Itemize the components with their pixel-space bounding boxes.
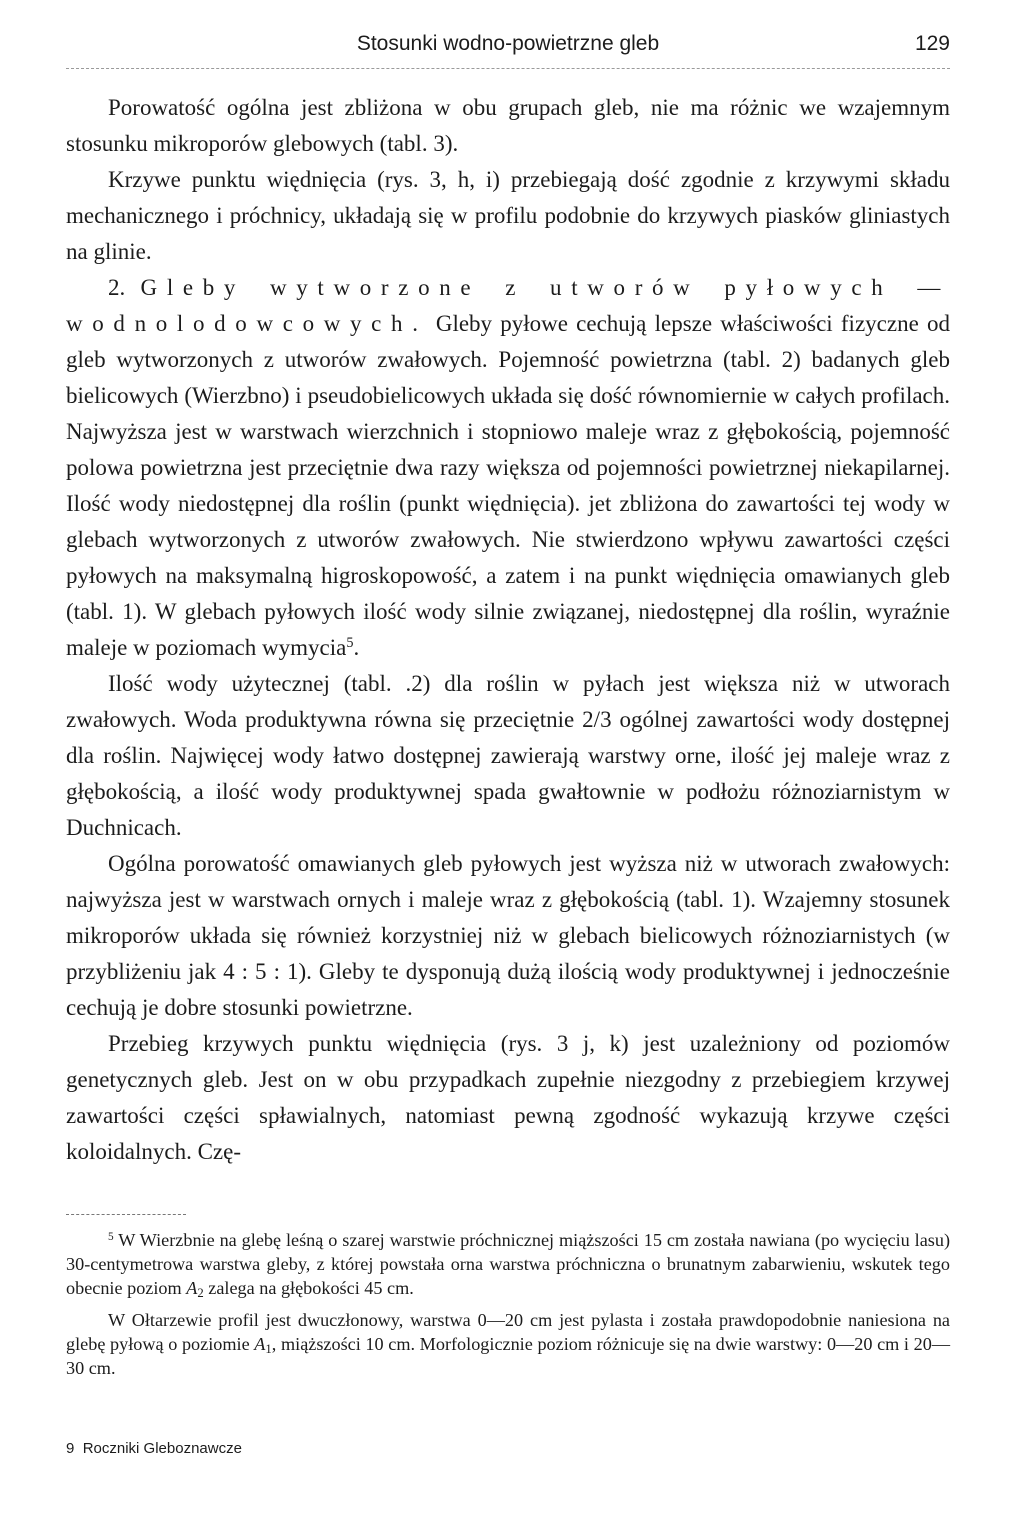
paragraph: Krzywe punktu więdnięcia (rys. 3, h, i) przebiegają dość zgodnie z krzywymi składu mechanicznego i próchnicy, układają się w profilu podobnie do krzywych piasków gliniastych na glinie.	[66, 167, 950, 264]
horizon-symbol: A	[254, 1334, 266, 1354]
running-header	[66, 32, 950, 69]
footnote-reference: 5	[346, 635, 354, 652]
sheet-number: 9	[66, 1440, 75, 1457]
paragraph-text: Gleby pyłowe cechują lepsze właściwości fizyczne od gleb wytworzonych z utworów zwałowych. Pojemność powietrzna (tabl. 2) badanych gleb bielicowych (Wierzbno) i pseudobielicowych układa się dość równomiernie w całych profilach. Najwyższa jest w warstwach wierzchnich i stopniowo maleje wraz z głębokością, pojemność polowa powietrzna jest przeciętnie dwa razy większa od pojemności powietrznej niekapilarnej. Ilość wody niedostępnej dla roślin (punkt więdnięcia). jet zbliżona do zawartości tej wody w glebach wytworzonych z utworów zwałowych. Nie stwierdzono wpływu zawartości części pyłowych na maksymalną higroskopowość, a zatem i na punkt więdnięcia omawianych gleb (tabl. 1). W glebach pyłowych ilość wody silnie związanej, niedostępnej dla roślin, wyraźnie maleje w poziomach wymycia	[66, 311, 950, 660]
footnote-text: , miąższości 10 cm. Morfologicznie poziom różnicuje się na dwie warstwy: 0—20 cm i 20—30 cm.	[66, 1334, 951, 1378]
page-number: 129	[914, 32, 950, 55]
horizon-subscript: 2	[197, 1286, 204, 1301]
paragraph: Przebieg krzywych punktu więdnięcia (rys. 3 j, k) jest uzależniony od poziomów genetycznych gleb. Jest on w obu przypadkach zupełnie niezgodny z przebiegiem krzywej zawartości części spławialnych, natomiast pewną zgodność wykazują krzywe części koloidalnych. Czę-	[66, 1031, 950, 1164]
footnote	[66, 1228, 950, 1300]
paragraph: Ogólna porowatość omawianych gleb pyłowych jest wyższa niż w utworach zwałowych: najwyższa jest w warstwach ornych i maleje wraz z głębokością (tabl. 1). Wzajemny stosunek mikroporów układa się również korzystniej niż w glebach bielicowych różnoziarnistych (w przybliżeniu jak 4 : 5 : 1). Gleby te dysponują dużą ilością wody produktywnej i jednocześnie cechują je dobre stosunki powietrzne.	[66, 851, 950, 1020]
footnote-text: zalega na głębokości 45 cm.	[208, 1278, 414, 1298]
horizon-subscript: 1	[265, 1342, 272, 1357]
horizon-symbol: A	[186, 1278, 198, 1298]
footnote-divider	[66, 1214, 186, 1215]
running-title: Stosunki wodno-powietrzne gleb	[356, 32, 660, 55]
footnote	[66, 1308, 950, 1380]
body-text	[66, 90, 950, 1170]
section-number: 2.	[108, 275, 126, 300]
paragraph-text: .	[353, 635, 360, 660]
paragraph	[66, 270, 950, 666]
footnotes	[66, 1228, 950, 1380]
journal-name: Roczniki Gleboznawcze	[82, 1440, 242, 1457]
footnote-marker: 5	[108, 1230, 114, 1243]
section-heading: Gleby wytworzone z utworów pyłowych — wodnolodowcowych.	[66, 275, 950, 336]
paragraph: Ilość wody użytecznej (tabl. .2) dla roślin w pyłach jest większa niż w utworach zwałowych. Woda produktywna równa się przeciętnie 2/3 ogólnej zawartości wody dostępnej dla roślin. Najwięcej wody łatwo dostępnej zawierają warstwy orne, ilość jej maleje wraz z głębokością, a ilość wody produktywnej spada gwałtownie w podłożu różnoziarnistym w Duchnicach.	[66, 671, 950, 840]
paragraph: Porowatość ogólna jest zbliżona w obu grupach gleb, nie ma różnic we wzajemnym stosunku mikroporów glebowych (tabl. 3).	[66, 95, 950, 156]
signature-footer	[66, 1440, 242, 1457]
footnote-text: W Ołtarzewie profil jest dwuczłonowy, warstwa 0—20 cm jest pylasta i została prawdopodobnie naniesiona na glebę pyłową o poziomie	[66, 1310, 950, 1354]
footnote-text: W Wierzbnie na glebę leśną o szarej warstwie próchnicznej miąższości 15 cm została nawiana (po wycięciu lasu) 30-centymetrowa warstwa gleby, z której powstała orna warstwa próchniczna o brunatnym zabarwieniu, wskutek tego obecnie poziom	[66, 1230, 950, 1298]
